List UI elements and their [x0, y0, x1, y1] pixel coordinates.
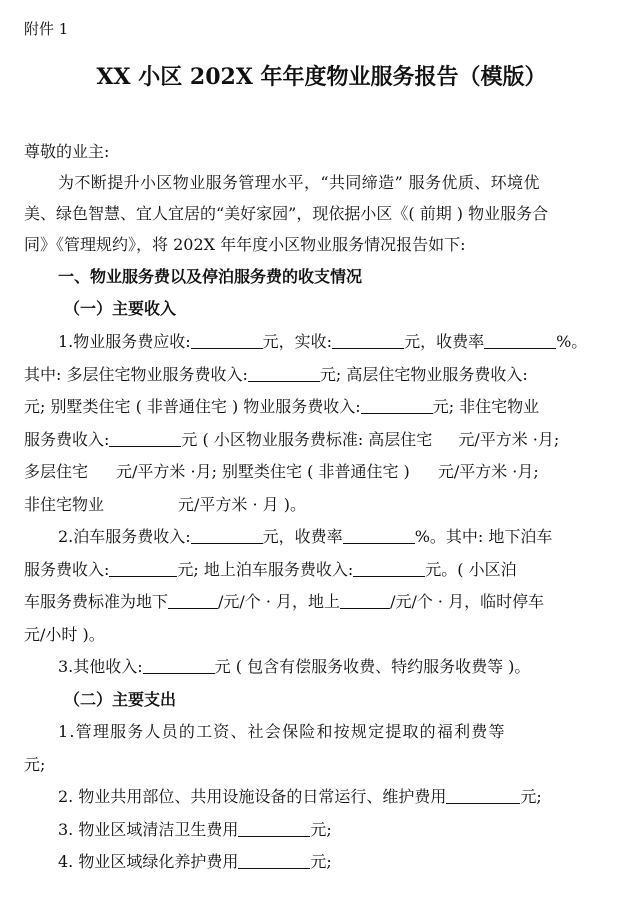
blank-field — [168, 592, 218, 609]
income-text: 服务费收入: — [24, 430, 110, 449]
document-title: XX 小区 202X 年年度物业服务报告（模版） — [96, 64, 547, 90]
expense-line-1a: 1.管理服务人员的工资、社会保险和按规定提取的福利费等 — [58, 722, 506, 741]
income-text: 元/平方米 · 月 )。 — [178, 495, 306, 514]
parking-line-3 — [24, 591, 544, 613]
parking-text: /元/个 · 月，地上 — [218, 592, 341, 611]
intro-line-2: 美、绿色智慧、宜人宜居的“美好家园”，现依据小区《( 前期 ) 物业服务合 — [24, 204, 549, 223]
blank-field — [248, 365, 320, 382]
attachment-label: 附件 1 — [24, 20, 69, 38]
blank-field — [238, 820, 310, 837]
parking-text: 元。( 小区泊 — [425, 560, 517, 579]
income-line-3 — [24, 396, 539, 418]
income-line-1 — [58, 331, 587, 353]
intro-line-1: 为不断提升小区物业服务管理水平，“共同缔造” 服务优质、环境优 — [58, 173, 540, 192]
blank-field — [353, 560, 425, 577]
blank-field — [143, 657, 215, 674]
income-text: %。 — [556, 332, 588, 351]
income-text: 元; 非住宅物业 — [432, 397, 540, 416]
parking-text: /元/个 · 月，临时停车 — [390, 592, 545, 611]
expense-text: 4. 物业区域绿化养护费用 — [58, 852, 239, 871]
income-text: 1.物业服务费应收: — [58, 332, 191, 351]
income-line-6 — [24, 494, 306, 516]
expense-text: 元; — [520, 787, 542, 806]
expense-text: 元; — [310, 820, 332, 839]
income-text: 非住宅物业 — [24, 495, 105, 514]
income-line-4 — [24, 429, 559, 451]
salutation: 尊敬的业主: — [24, 142, 110, 161]
other-income-line — [58, 656, 530, 678]
blank-field — [361, 397, 433, 414]
income-text: 元/平方米 ·月; — [458, 430, 560, 449]
blank-field — [191, 527, 263, 544]
blank-field — [332, 332, 404, 349]
parking-text: 2.泊车服务费收入: — [58, 527, 191, 546]
blank-field — [109, 560, 177, 577]
subsection-heading-expense: （二）主要支出 — [64, 690, 177, 709]
blank-field — [343, 527, 415, 544]
expense-line-1b: 元; — [24, 755, 46, 774]
parking-text: %。其中: 地下泊车 — [414, 527, 553, 546]
income-text: 元/平方米 ·月; — [437, 462, 539, 481]
expense-text: 2. 物业共用部位、共用设施设备的日常运行、维护费用 — [58, 787, 447, 806]
expense-line-3 — [58, 819, 332, 841]
income-text: 元，实收: — [262, 332, 333, 351]
parking-text: 车服务费标准为地下 — [24, 592, 169, 611]
blank-field — [238, 852, 310, 869]
income-line-5 — [24, 461, 539, 483]
parking-line-2 — [24, 559, 517, 581]
expense-text: 3. 物业区域清洁卫生费用 — [58, 820, 239, 839]
expense-text: 元; — [310, 852, 332, 871]
blank-field — [109, 430, 181, 447]
income-text: 元; 别墅类住宅 ( 非普通住宅 ) 物业服务费收入: — [24, 397, 361, 416]
income-text: 元/平方米 ·月; 别墅类住宅 ( 非普通住宅 ) — [116, 462, 410, 481]
income-text: 元，收费率 — [404, 332, 485, 351]
parking-text: 元，收费率 — [262, 527, 343, 546]
blank-field — [446, 787, 520, 804]
income-line-2 — [24, 364, 528, 386]
parking-text: 元/小时 )。 — [24, 625, 105, 644]
parking-text: 服务费收入: — [24, 560, 110, 579]
income-text: 多层住宅 — [24, 462, 89, 481]
parking-line-1 — [58, 526, 552, 548]
subsection-heading-income: （一）主要收入 — [64, 299, 177, 318]
blank-field — [340, 592, 390, 609]
expense-line-4 — [58, 851, 332, 873]
blank-field — [484, 332, 556, 349]
parking-text: 元; 地上泊车服务费收入: — [177, 560, 354, 579]
blank-field — [191, 332, 263, 349]
section-heading-income-expense: 一、物业服务费以及停泊服务费的收支情况 — [58, 267, 363, 286]
income-text: 元; 高层住宅物业服务费收入: — [319, 365, 528, 384]
other-income-text: 3.其他收入: — [58, 657, 143, 676]
intro-line-3: 同》《管理规约》，将 202X 年年度小区物业服务情况报告如下: — [24, 235, 466, 254]
income-text: 其中: 多层住宅物业服务费收入: — [24, 365, 248, 384]
parking-line-4 — [24, 624, 105, 646]
income-text: 元 ( 小区物业服务费标准: 高层住宅 — [181, 430, 433, 449]
other-income-text: 元 ( 包含有偿服务收费、特约服务收费等 )。 — [214, 657, 531, 676]
expense-line-2 — [58, 786, 542, 808]
